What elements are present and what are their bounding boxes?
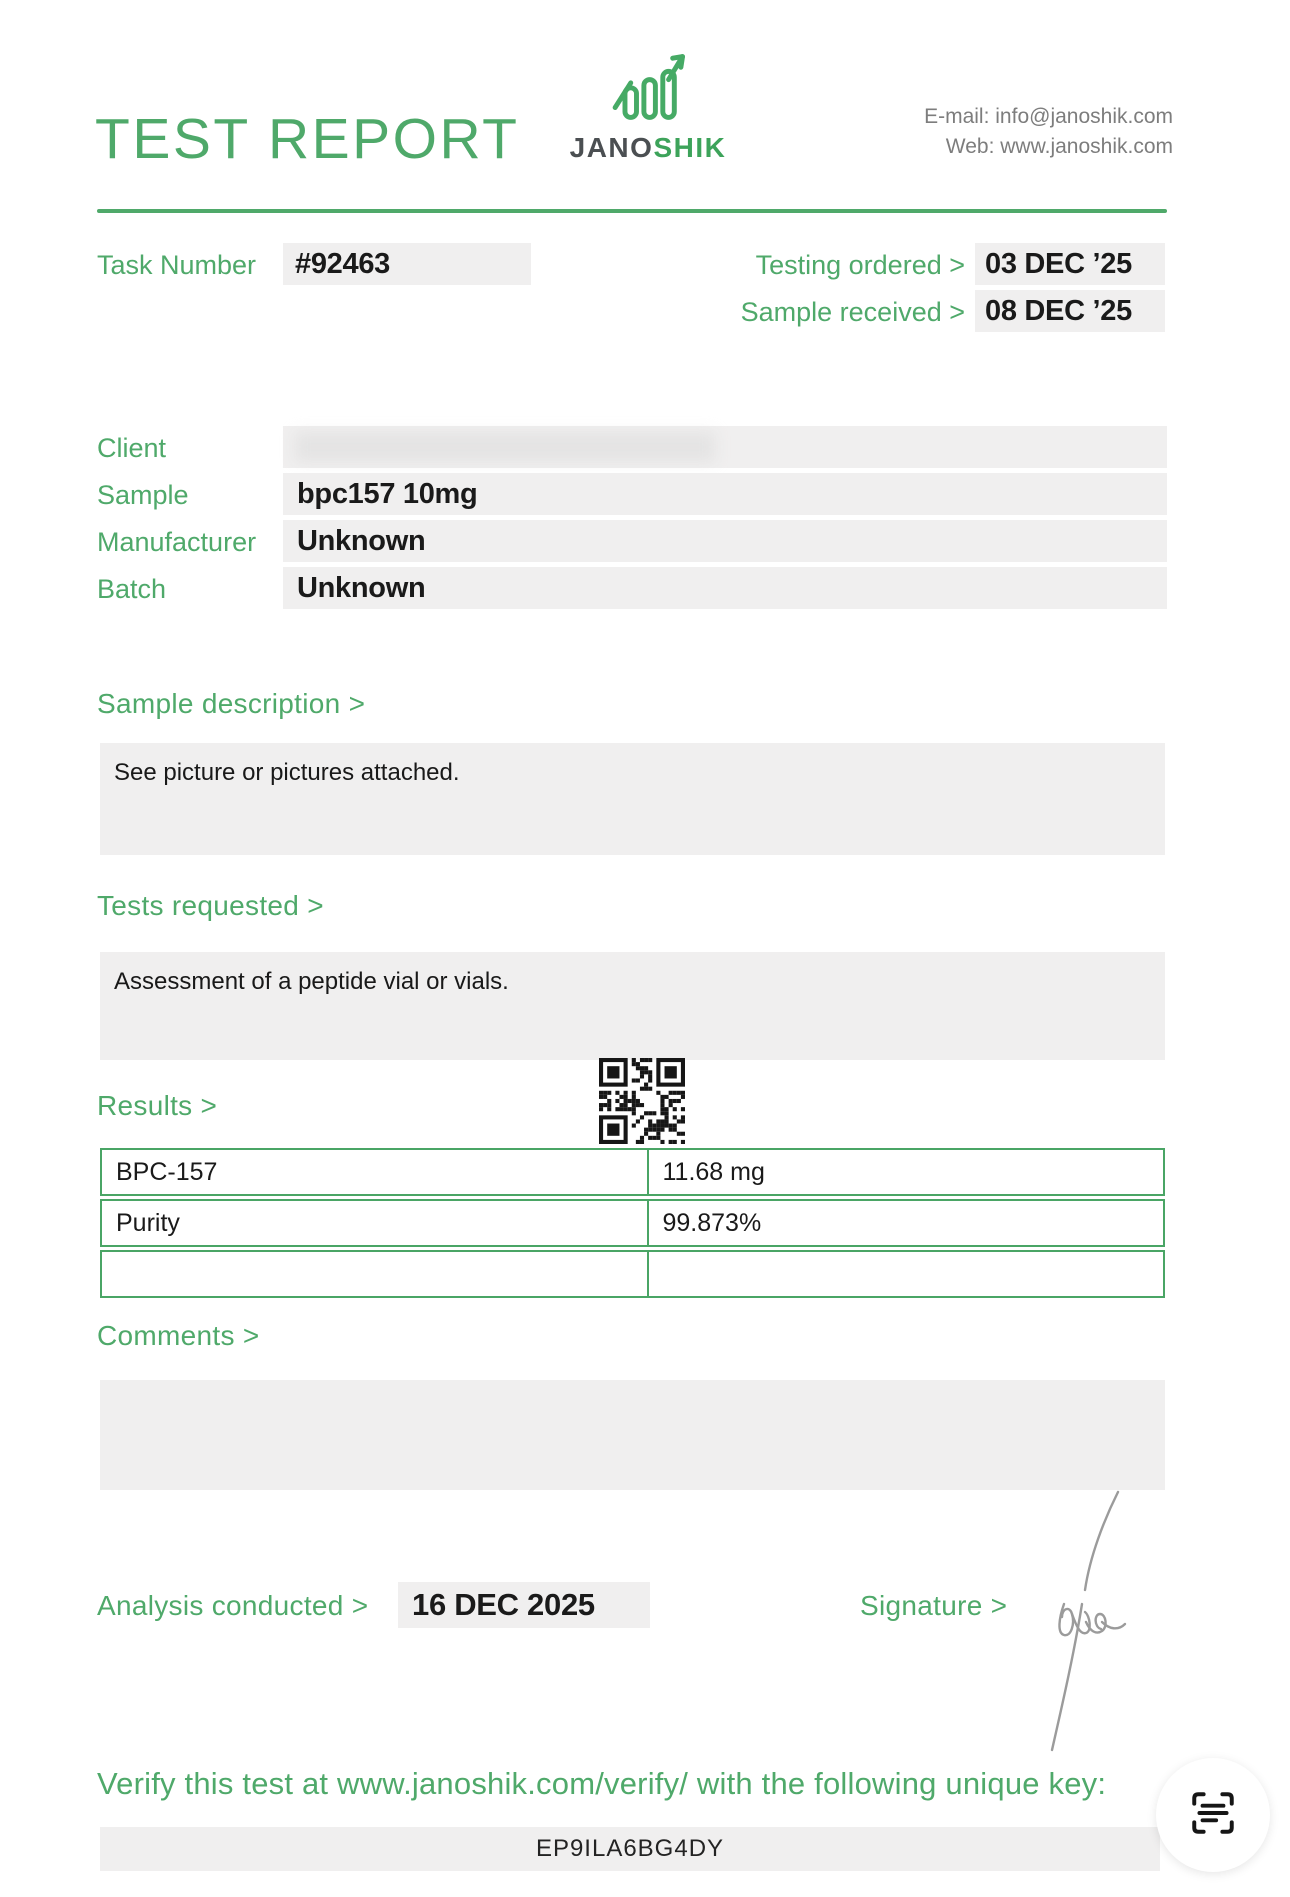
batch-label: Batch — [97, 574, 167, 604]
bar-chart-arrow-icon — [605, 111, 691, 128]
tests-requested-text: Assessment of a peptide vial or vials. — [114, 968, 509, 995]
janoshik-logo — [568, 50, 728, 164]
sample-description-text: See picture or pictures attached. — [114, 759, 460, 786]
scan-text-icon — [1188, 1788, 1238, 1843]
tests-requested-box — [100, 952, 1165, 1060]
logo-jano: JANO — [569, 132, 654, 163]
comments-box — [100, 1380, 1165, 1490]
sample-received-field — [975, 290, 1165, 332]
sample-field — [283, 473, 1167, 515]
green-divider — [97, 209, 1167, 213]
result-name-cell: BPC-157 — [102, 1150, 649, 1194]
table-row — [100, 1199, 1165, 1247]
sample-description-heading: Sample description > — [97, 688, 366, 719]
manufacturer-label: Manufacturer — [97, 527, 257, 557]
unique-key-bar — [100, 1827, 1160, 1871]
logo-shik: SHIK — [653, 132, 727, 163]
results-heading: Results > — [97, 1090, 218, 1121]
sample-label: Sample — [97, 480, 189, 510]
sample-value: bpc157 10mg — [297, 478, 478, 510]
task-number-field — [283, 243, 531, 285]
batch-field — [283, 567, 1167, 609]
batch-value: Unknown — [297, 572, 426, 604]
sample-received-label: Sample received > — [740, 297, 965, 327]
result-value-cell: 99.873% — [662, 1209, 762, 1237]
testing-ordered-label: Testing ordered > — [755, 250, 965, 280]
testing-ordered-field — [975, 243, 1165, 285]
page-title: TEST REPORT — [95, 107, 520, 171]
email-line — [924, 102, 1173, 132]
task-number-value: #92463 — [295, 248, 390, 280]
signature-label: Signature > — [860, 1590, 1008, 1621]
unique-key-value: EP9ILA6BG4DY — [535, 1835, 725, 1862]
analysis-date-field — [398, 1582, 650, 1628]
analysis-conducted-label: Analysis conducted > — [97, 1590, 369, 1621]
client-field — [283, 426, 1167, 468]
table-row — [100, 1148, 1165, 1196]
result-name-cell: Purity — [102, 1201, 649, 1245]
result-value-cell: 11.68 mg — [662, 1158, 765, 1186]
analysis-date-value: 16 DEC 2025 — [412, 1587, 595, 1622]
manufacturer-field — [283, 520, 1167, 562]
client-label: Client — [97, 433, 167, 463]
result-value-cell — [649, 1252, 1164, 1296]
verify-text: Verify this test at www.janoshik.com/verify/ with the following unique key: — [97, 1766, 1107, 1801]
sample-description-box — [100, 743, 1165, 855]
results-table — [100, 1148, 1165, 1298]
result-name-cell — [102, 1252, 649, 1296]
web-label: Web: — [945, 135, 995, 158]
testing-ordered-value: 03 DEC ’25 — [985, 248, 1132, 280]
email-value: info@janoshik.com — [995, 105, 1173, 128]
manufacturer-value: Unknown — [297, 525, 426, 557]
comments-text — [100, 1380, 1165, 1396]
redaction-blur — [295, 432, 715, 462]
signature-scribble — [1030, 1486, 1160, 1763]
web-value: www.janoshik.com — [1000, 135, 1173, 158]
live-text-scan-button[interactable] — [1156, 1758, 1270, 1872]
sample-received-value: 08 DEC ’25 — [985, 295, 1132, 327]
web-line — [924, 132, 1173, 162]
qr-code — [599, 1058, 685, 1144]
contact-block — [924, 102, 1173, 162]
task-number-label: Task Number — [97, 250, 257, 280]
email-label: E-mail: — [924, 105, 990, 128]
table-row — [100, 1250, 1165, 1298]
comments-heading: Comments > — [97, 1320, 260, 1351]
logo-wordmark — [568, 132, 728, 164]
tests-requested-heading: Tests requested > — [97, 890, 324, 921]
